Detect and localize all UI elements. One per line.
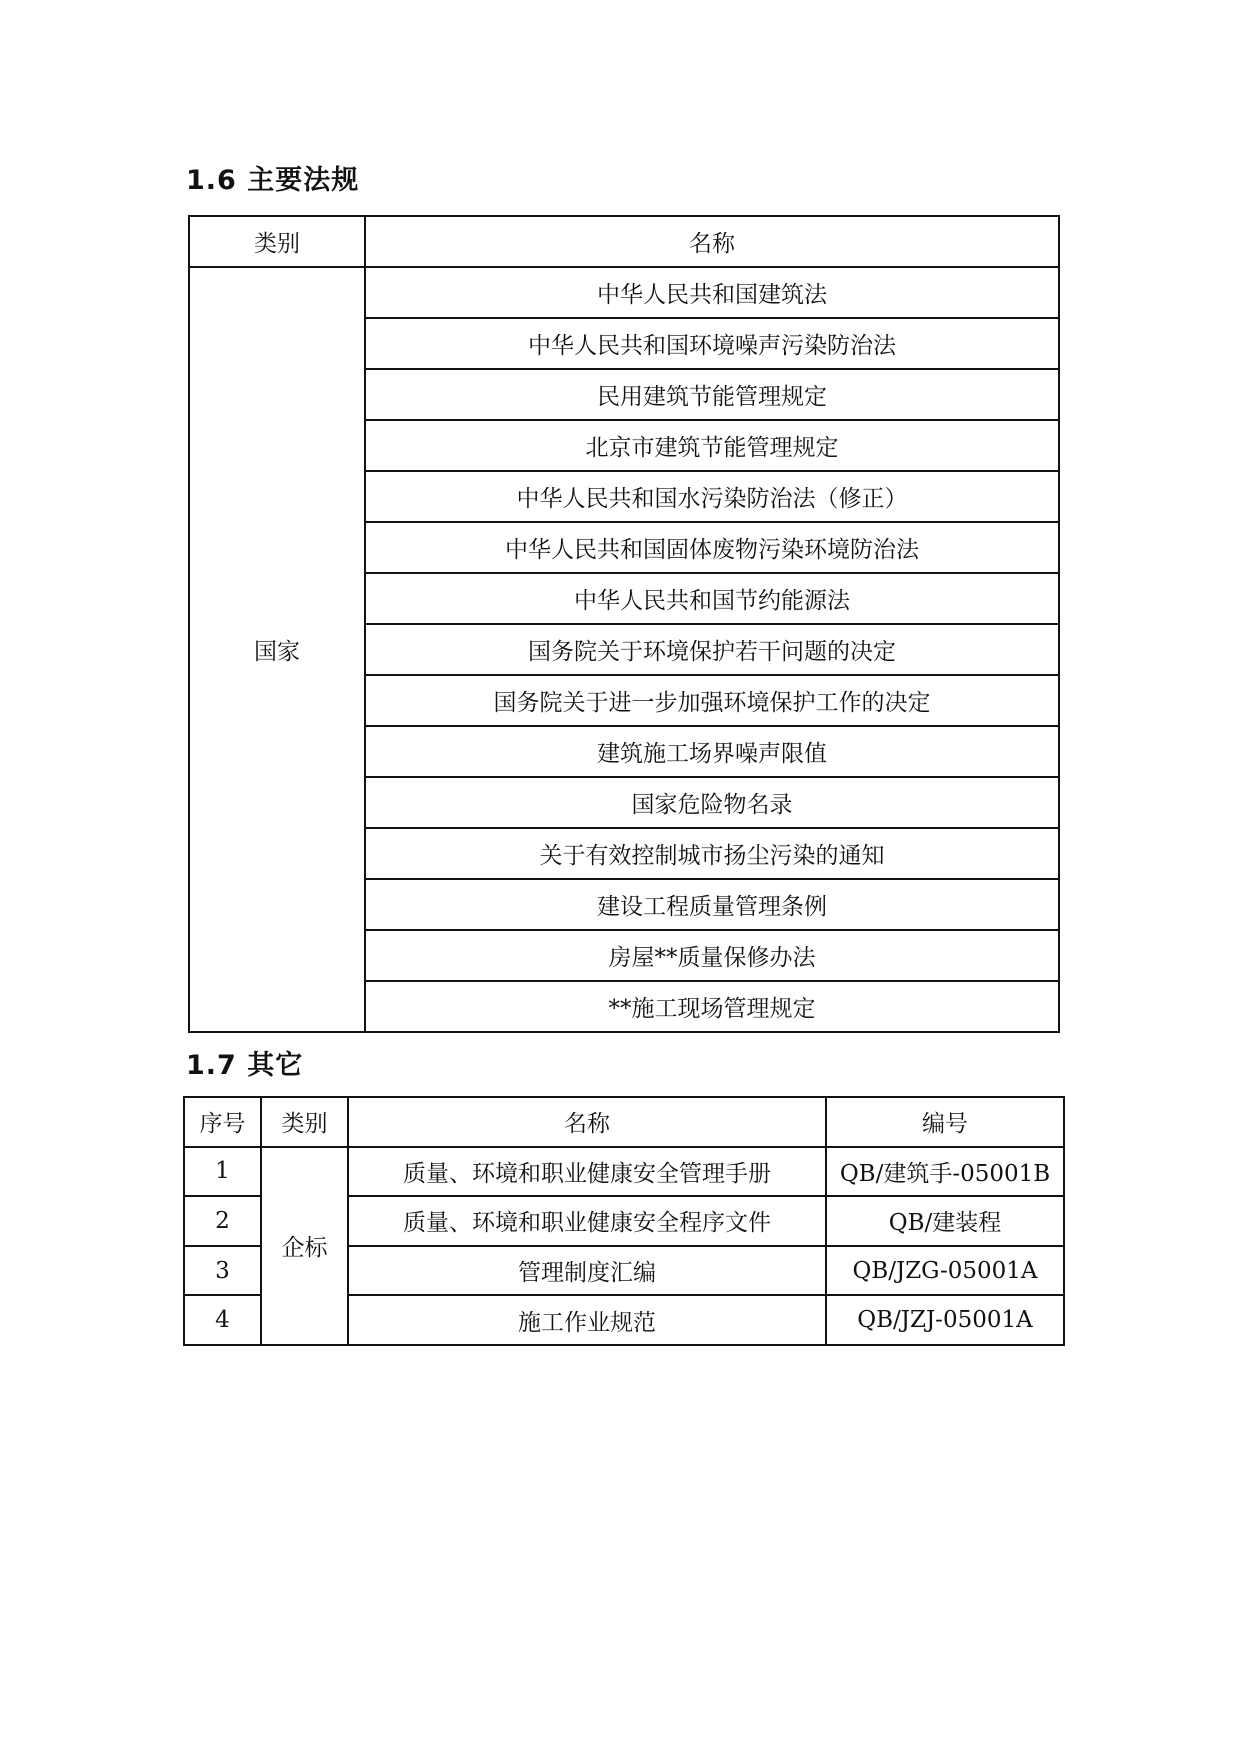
document-code-cell: QB/JZJ-05001A	[826, 1295, 1064, 1345]
document-name-cell: 施工作业规范	[348, 1295, 826, 1345]
law-name-cell: 房屋**质量保修办法	[365, 930, 1059, 981]
column-header-category: 类别	[189, 216, 365, 267]
table-header-row	[184, 1097, 1064, 1147]
law-name-cell: 建设工程质量管理条例	[365, 879, 1059, 930]
section-1-6-heading: 1.6 主要法规	[186, 165, 360, 196]
law-name-cell: **施工现场管理规定	[365, 981, 1059, 1032]
seq-cell: 1	[184, 1147, 261, 1197]
column-header-category: 类别	[261, 1097, 348, 1147]
seq-cell: 3	[184, 1246, 261, 1296]
document-code-cell: QB/建筑手-05001B	[826, 1147, 1064, 1197]
document-code-cell: QB/JZG-05001A	[826, 1246, 1064, 1296]
law-name-cell: 关于有效控制城市扬尘污染的通知	[365, 828, 1059, 879]
regulations-table	[188, 215, 1060, 1033]
column-header-seq: 序号	[184, 1097, 261, 1147]
law-name-cell: 国家危险物名录	[365, 777, 1059, 828]
law-name-cell: 国务院关于进一步加强环境保护工作的决定	[365, 675, 1059, 726]
column-header-name: 名称	[365, 216, 1059, 267]
other-standards-table	[183, 1096, 1065, 1346]
column-header-code: 编号	[826, 1097, 1064, 1147]
section-1-7-heading: 1.7 其它	[186, 1050, 304, 1081]
law-name-cell: 中华人民共和国水污染防治法（修正）	[365, 471, 1059, 522]
document-code-cell: QB/建装程	[826, 1196, 1064, 1246]
document-name-cell: 质量、环境和职业健康安全管理手册	[348, 1147, 826, 1197]
document-name-cell: 质量、环境和职业健康安全程序文件	[348, 1196, 826, 1246]
table-header-row	[189, 216, 1059, 267]
category-cell: 国家	[189, 267, 365, 1032]
law-name-cell: 北京市建筑节能管理规定	[365, 420, 1059, 471]
law-name-cell: 中华人民共和国建筑法	[365, 267, 1059, 318]
category-cell: 企标	[261, 1147, 348, 1345]
column-header-name: 名称	[348, 1097, 826, 1147]
law-name-cell: 国务院关于环境保护若干问题的决定	[365, 624, 1059, 675]
table-row	[184, 1147, 1064, 1197]
law-name-cell: 中华人民共和国固体废物污染环境防治法	[365, 522, 1059, 573]
document-name-cell: 管理制度汇编	[348, 1246, 826, 1296]
seq-cell: 2	[184, 1196, 261, 1246]
law-name-cell: 中华人民共和国节约能源法	[365, 573, 1059, 624]
law-name-cell: 建筑施工场界噪声限值	[365, 726, 1059, 777]
law-name-cell: 中华人民共和国环境噪声污染防治法	[365, 318, 1059, 369]
seq-cell: 4	[184, 1295, 261, 1345]
table-row	[189, 267, 1059, 318]
law-name-cell: 民用建筑节能管理规定	[365, 369, 1059, 420]
